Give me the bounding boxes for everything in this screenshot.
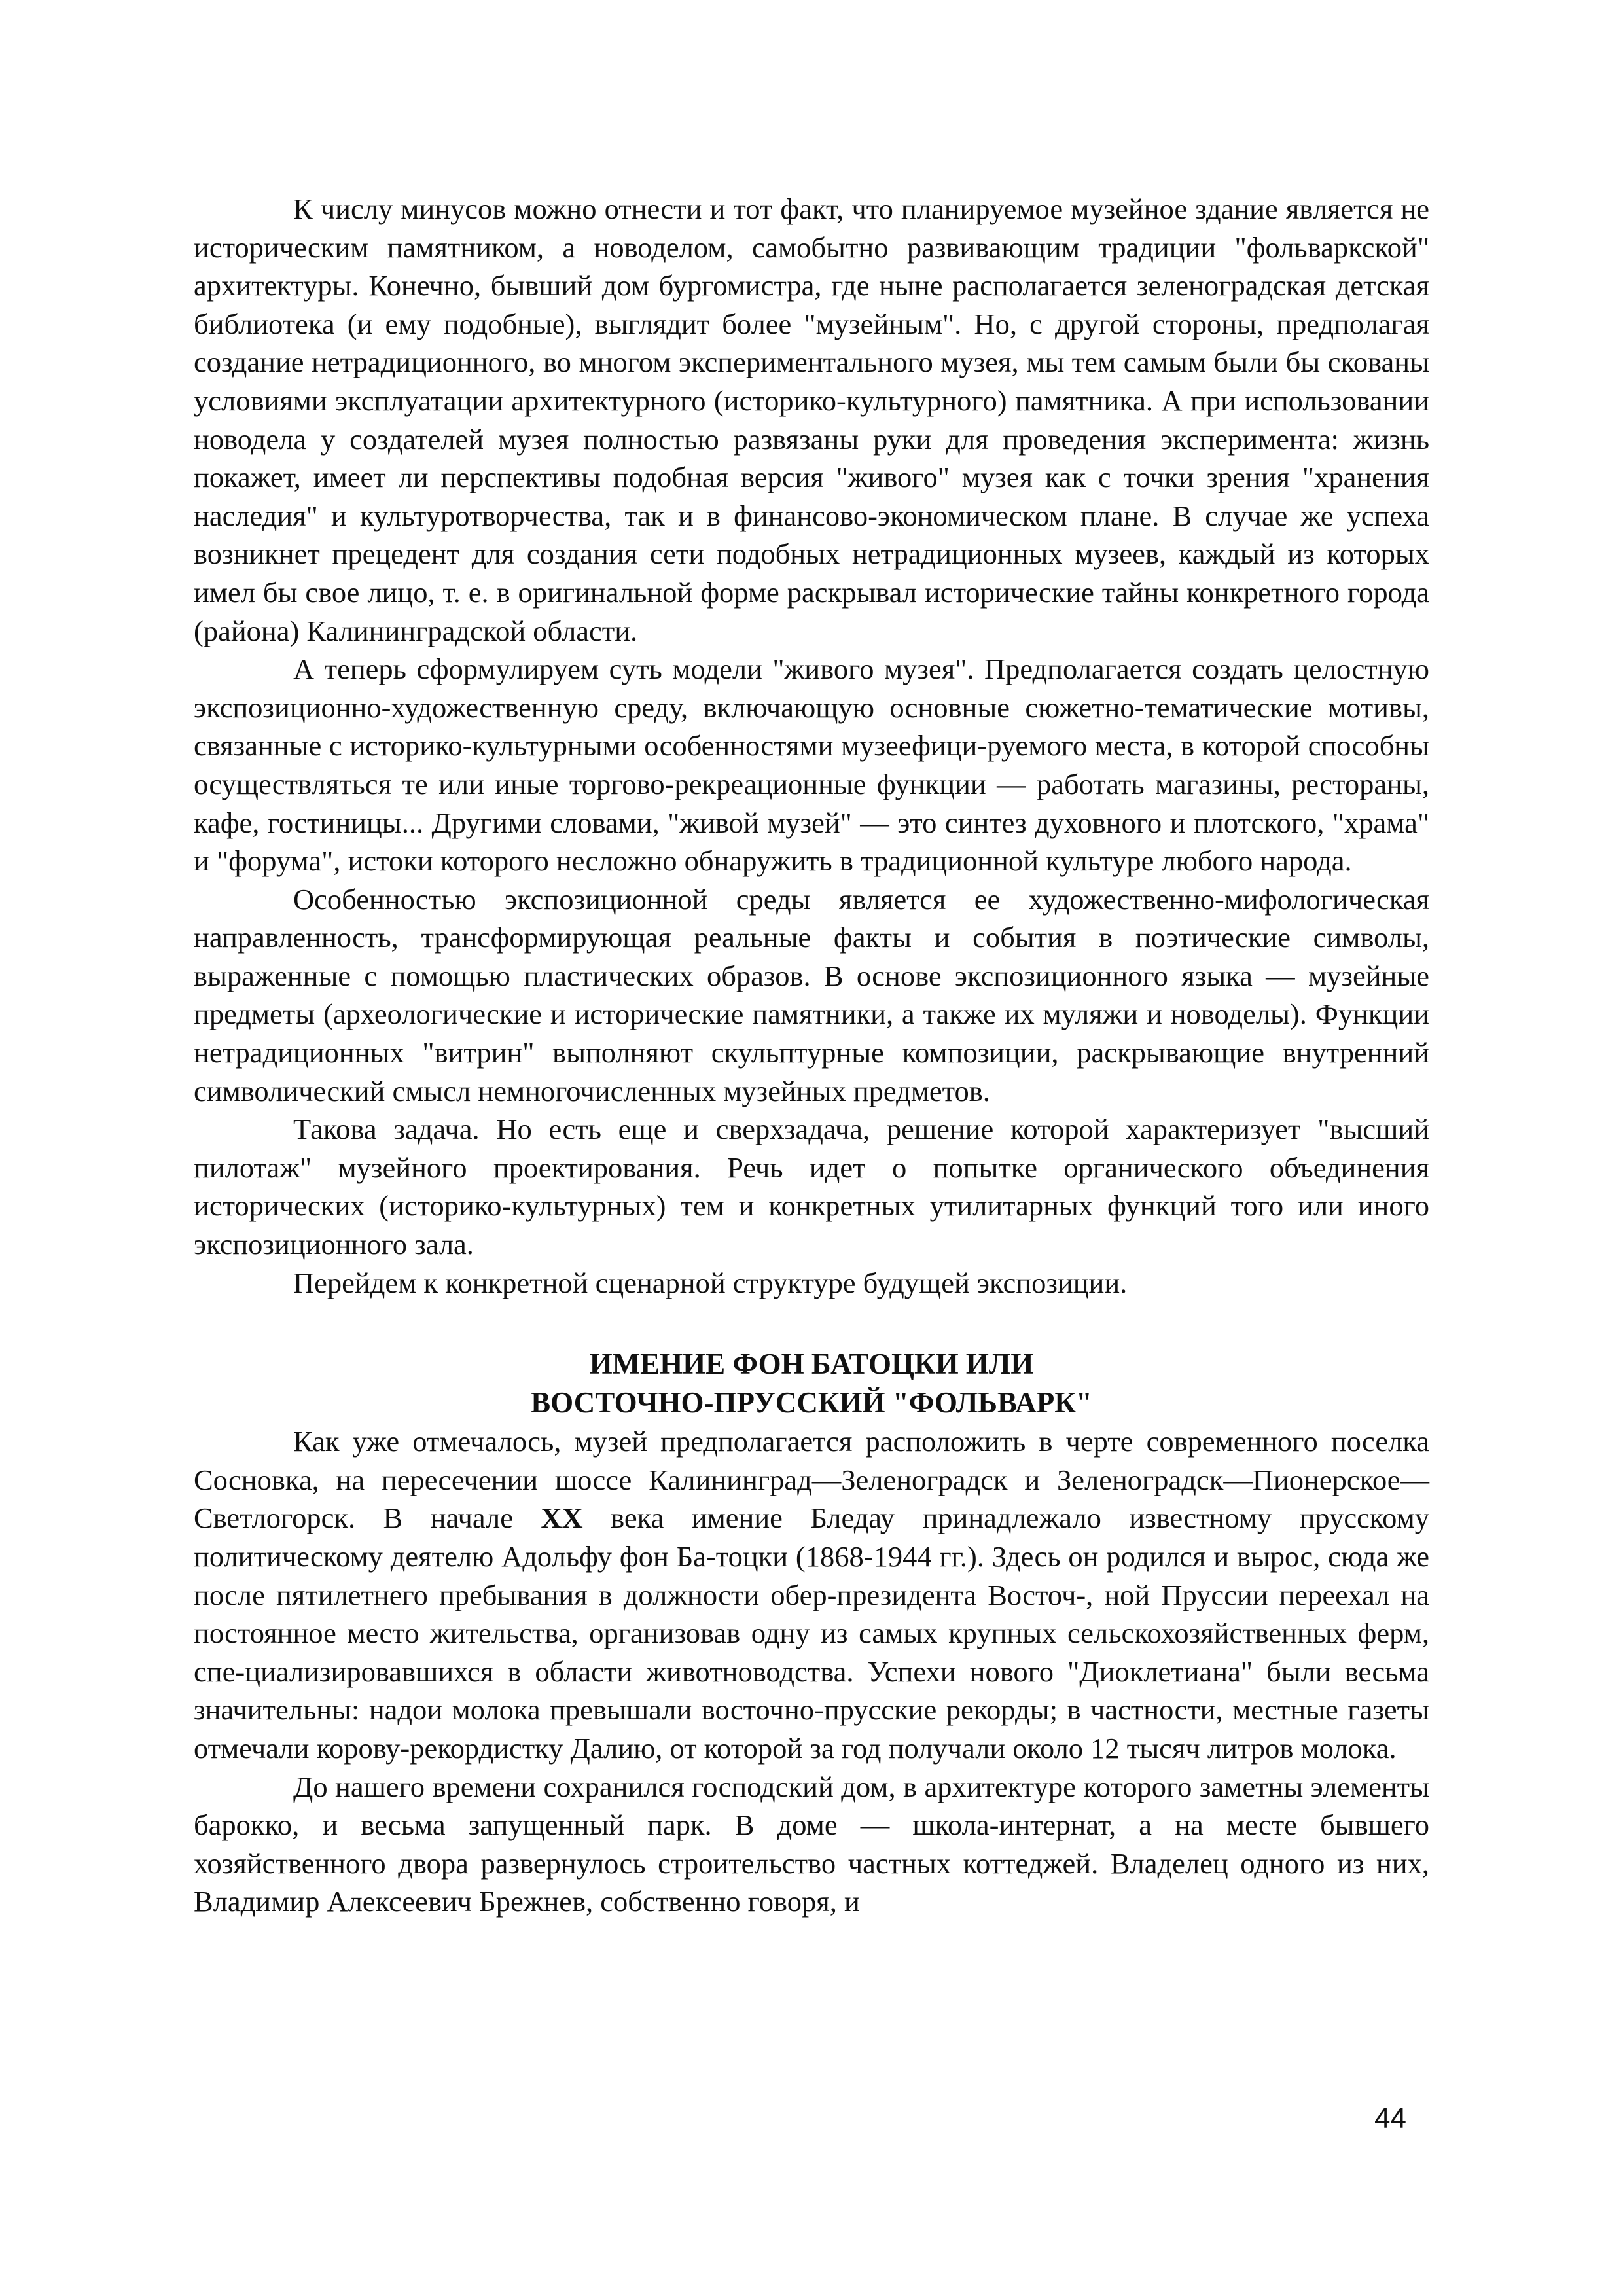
section-heading-line-1: ИМЕНИЕ ФОН БАТОЦКИ ИЛИ — [589, 1348, 1034, 1381]
page-number: 44 — [1374, 2102, 1406, 2134]
paragraph-exposition-environment: Особенностью экспозиционной среды является ее художественно-мифологическая направленность, трансформирующая реальные факты и события в поэтические символы, выраженные с помощью пластических образов. В основе экспозиционного языка — музейные предметы (археологические и исторические памятники, а также их муляжи и новоделы). Функции нетрадиционных "витрин" выполняют скульптурные композиции, раскрывающие внутренний символический смысл немногочисленных музейных предметов. — [194, 882, 1429, 1107]
paragraph-scenario-structure: Перейдем к конкретной сценарной структуре будущей экспозиции. — [293, 1266, 1128, 1299]
century-numeral: XX — [541, 1501, 583, 1535]
document-page — [194, 190, 1429, 1921]
section-heading — [194, 1345, 1429, 1422]
paragraph-exhibit-building: К числу минусов можно отнести и тот факт, что планируемое музейное здание является не историческим памятником, а новоделом, самобытно развивающим традиции "фольваркской" архитектуры. Конечно, бывший дом бургомистра, где ныне располагается зеленоградская детская библиотека (и ему подобные), выглядит более "музейным". Но, с другой стороны, предполагая создание нетрадиционного, во многом экспериментального музея, мы тем самым были бы скованы условиями эксплуатации архитектурного (историко-культурного) памятника. А при использовании новодела у создателей музея полностью развязаны руки для проведения эксперимента: жизнь покажет, имеет ли перспективы подобная версия "живого" музея как с точки зрения "хранения наследия" и культуротворчества, так и в финансово-экономическом плане. В случае же успеха возникнет прецедент для создания сети подобных нетрадиционных музеев, каждый из которых имел бы свое лицо, т. е. в оригинальной форме раскрывал исторические тайны конкретного города (района) Калининградской области. — [194, 192, 1429, 647]
paragraph-estate-location-part-2: века имение Бледау принадлежало известному прусскому политическому деятелю Адольфу фон Ба-тоцки (1868-1944 гг.). Здесь он родился и вырос, сюда же после пятилетнего пребывания в должности обер-президента Восточ-, ной Пруссии переехал на постоянное место жительства, организовав одну из самых крупных сельскохозяйственных ферм, спе-циализировавшихся в области животноводства. Успехи нового "Диоклетиана" были весьма значительны: надои молока превышали восточно-прусские рекорды; в частности, местные газеты отмечали корову-рекордистку Далию, от которой за год получали около 12 тысяч литров молока. — [194, 1501, 1429, 1765]
paragraph-living-museum-model: А теперь сформулируем суть модели "живого музея". Предполагается создать целостную экспозиционно-художественную среду, включающую основные сюжетно-тематические мотивы, связанные с историко-культурными особенностями музеефици-руемого места, в которой способны осуществляться те или иные торгово-рекреационные функции — работать магазины, рестораны, кафе, гостиницы... Другими словами, "живой музей" — это синтез духовного и плотского, "храма" и "форума", истоки которого несложно обнаружить в традиционной культуре любого народа. — [194, 653, 1429, 878]
paragraph-estate-location-part-1: Как уже отмечалось, музей предполагается расположить в черте современного поселка Сосновка, на пересечении шоссе Калининград—Зеленоградск и Зеленоградск—Пионерское—Светлогорск. В начале — [194, 1425, 1429, 1535]
section-heading-line-2: ВОСТОЧНО-ПРУССКИЙ "ФОЛЬВАРК" — [531, 1386, 1092, 1420]
paragraph-estate-location — [194, 1422, 1429, 1767]
paragraph-super-task: Такова задача. Но есть еще и сверхзадача, решение которой характеризует "высший пилотаж" музейного проектирования. Речь идет о попытке органического объединения исторических (историко-культурных) тем и конкретных утилитарных функций того или иного экспозиционного зала. — [194, 1113, 1429, 1261]
paragraph-manor-house: До нашего времени сохранился господский дом, в архитектуре которого заметны элементы барокко, и весьма запущенный парк. В доме — школа-интернат, а на месте бывшего хозяйственного двора развернулось строительство частных коттеджей. Владелец одного из них, Владимир Алексеевич Брежнев, собственно говоря, и — [194, 1770, 1429, 1918]
